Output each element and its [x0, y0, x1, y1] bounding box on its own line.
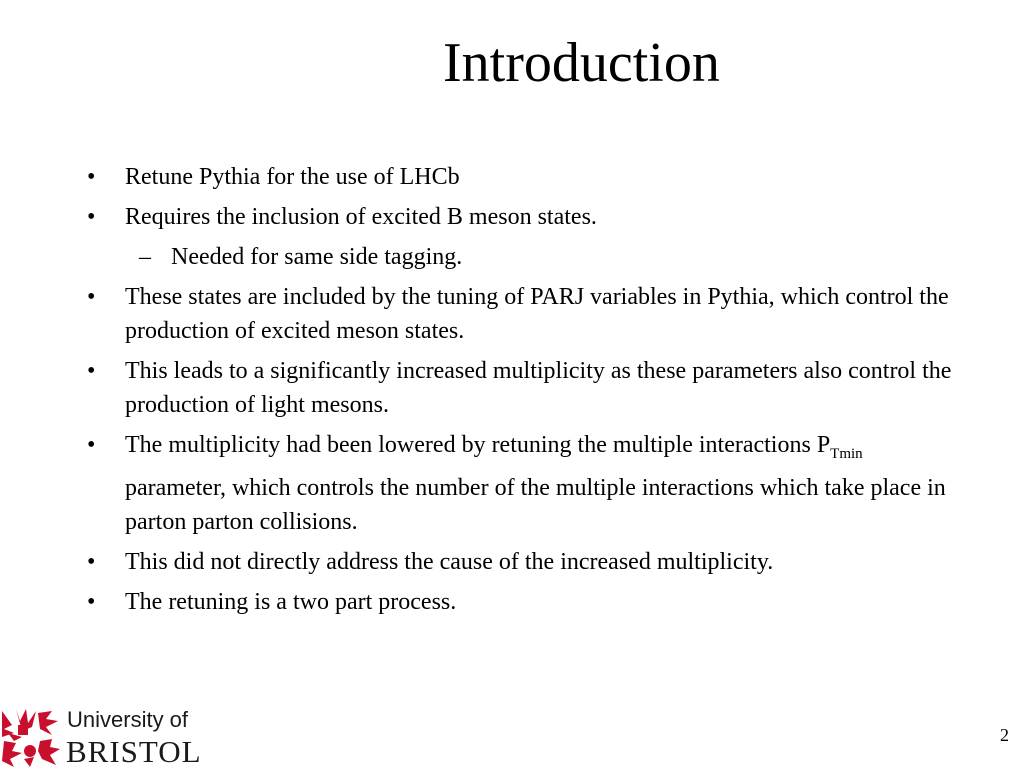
logo-university-text: University of [67, 707, 189, 732]
bullet-text: The retuning is a two part process. [125, 589, 457, 615]
bullet-item [0, 428, 955, 539]
bullet-mark: • [87, 358, 96, 384]
bullet-item [0, 280, 955, 348]
bullet-text: This did not directly address the cause of the increased multiplicity. [125, 549, 774, 575]
bullet-item [0, 160, 955, 194]
bullet-subscript: Tmin [830, 446, 863, 462]
university-logo [0, 707, 210, 768]
bullet-mark: • [87, 284, 96, 310]
bullet-item [0, 585, 955, 619]
bullet-item [0, 354, 955, 422]
bullet-text: Requires the inclusion of excited B meson states. [125, 204, 597, 230]
bullet-mark: • [87, 549, 96, 575]
bullet-mark: • [87, 204, 96, 230]
bullet-mark: • [87, 589, 96, 615]
slide-title: Introduction [443, 32, 720, 94]
bullet-text: These states are included by the tuning of PARJ variables in Pythia, which control the production of excited meson states. [125, 284, 949, 344]
bullet-list [0, 160, 1024, 625]
bullet-text-start: The multiplicity had been lowered by retuning the multiple interactions P [125, 432, 831, 458]
sub-bullet-mark: – [139, 244, 151, 270]
bullet-text-end: parameter, which controls the number of the multiple interactions which take place in parton parton collisions. [125, 475, 946, 535]
bullet-text: Needed for same side tagging. [171, 244, 463, 270]
bullet-mark: • [87, 432, 96, 458]
logo-bristol-text: BRISTOL [66, 734, 202, 769]
bullet-item [0, 200, 955, 234]
page-number: 2 [1000, 725, 1009, 745]
bullet-text: Retune Pythia for the use of LHCb [125, 164, 460, 190]
bullet-text: This leads to a significantly increased multiplicity as these parameters also control the production of light mesons. [125, 358, 952, 418]
bullet-mark: • [87, 164, 96, 190]
sub-bullet-item [0, 240, 951, 274]
bristol-crest-icon [0, 707, 62, 768]
bullet-item [0, 545, 955, 579]
